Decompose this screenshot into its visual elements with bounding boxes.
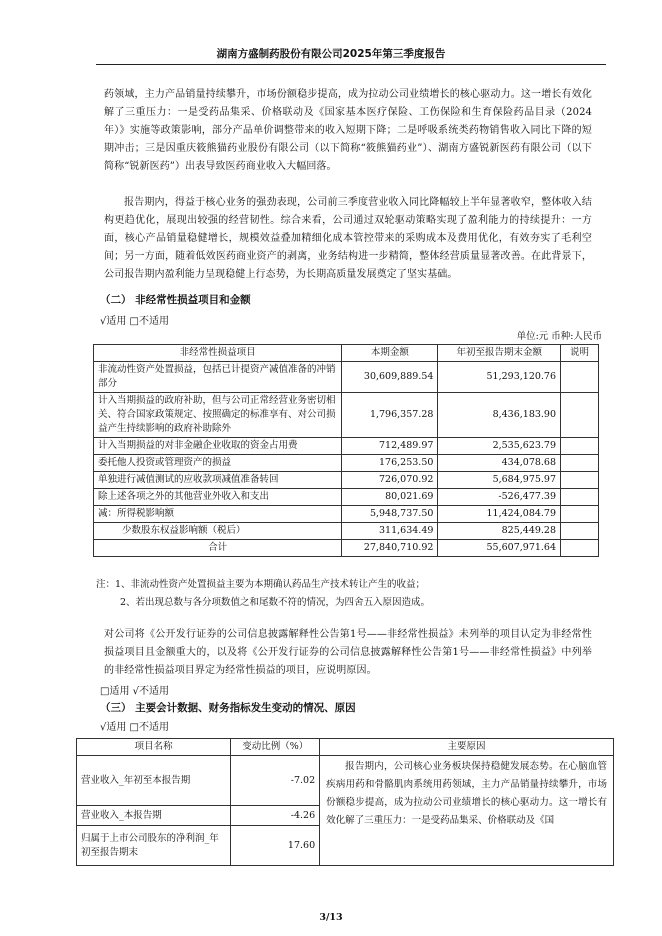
note-cell bbox=[561, 438, 599, 455]
currency-unit: 单位:元 币种:人民币 bbox=[516, 331, 602, 342]
section-heading-key-changes: （三） 主要会计数据、财务指标发生变动的情况、原因 bbox=[100, 702, 356, 714]
change-ratio-cell: -4.26 bbox=[231, 806, 320, 826]
explanation-paragraph: 对公司将《公开发行证券的公司信息披露解释性公告第1号——非经常性损益》未列举的项目认定为非经常性损益项目且金额重大的，以及将《公开发行证券的公司信息披露解释性公告第1号——非经常性损益》中列举的非经常性损益项目界定为经常性损益的项目，应说明原因。 bbox=[104, 629, 592, 676]
total-label-cell: 合计 bbox=[94, 540, 342, 557]
page-number: 3/13 bbox=[319, 912, 343, 923]
item-cell: 单独进行减值测试的应收款项减值准备转回 bbox=[94, 472, 342, 489]
table-row bbox=[94, 472, 599, 489]
current-amount-cell: 27,840,710.92 bbox=[342, 540, 438, 557]
ytd-amount-cell: -526,477.39 bbox=[438, 489, 561, 506]
column-header: 非经常性损益项目 bbox=[94, 345, 342, 362]
item-cell: 少数股东权益影响额（税后） bbox=[94, 523, 342, 540]
column-header: 变动比例（%） bbox=[231, 739, 320, 756]
note-cell bbox=[561, 455, 599, 472]
change-ratio-cell: 17.60 bbox=[231, 826, 320, 866]
table-note-2: 2、若出现总数与各分项数值之和尾数不符的情况，为四舍五入原因造成。 bbox=[120, 597, 431, 608]
table-row bbox=[77, 756, 614, 806]
item-cell: 非流动性资产处置损益，包括已计提资产减值准备的冲销部分 bbox=[94, 362, 342, 393]
performance-paragraph: 报告期内，得益于核心业务的强劲表现，公司前三季度营业收入同比降幅较上半年显著收窄，整体收入结构更趋优化，展现出较强的经营韧性。综合来看，公司通过双轮驱动策略实现了盈利能力的持续提升：一方面，核心产品销量稳健增长，规模效益叠加精细化成本管控带来的采购成本及费用优化，有效夯实了毛利空间；另一方面，随着低效医药商业资产的剥离，业务结构进一步精简，整体经营质量显著改善。在此背景下，公司报告期内盈利能力呈现稳健上行态势，为长期高质量发展奠定了坚实基础。 bbox=[104, 197, 592, 280]
ytd-amount-cell: 5,684,975.97 bbox=[438, 472, 561, 489]
table-row bbox=[94, 362, 599, 393]
table-row bbox=[94, 438, 599, 455]
change-ratio-cell: -7.02 bbox=[231, 756, 320, 806]
current-amount-cell: 311,634.49 bbox=[342, 523, 438, 540]
table-header-row bbox=[94, 345, 599, 362]
current-amount-cell: 30,609,889.54 bbox=[342, 362, 438, 393]
column-header: 项目名称 bbox=[77, 739, 231, 756]
item-cell: 除上述各项之外的其他营业外收入和支出 bbox=[94, 489, 342, 506]
note-cell bbox=[561, 523, 599, 540]
current-amount-cell: 5,948,737.50 bbox=[342, 506, 438, 523]
ytd-amount-cell: 11,424,084.79 bbox=[438, 506, 561, 523]
ytd-amount-cell: 434,078.68 bbox=[438, 455, 561, 472]
ytd-amount-cell: 2,535,623.79 bbox=[438, 438, 561, 455]
metric-name-cell: 归属于上市公司股东的净利润_年初至报告期末 bbox=[77, 826, 231, 866]
item-cell: 计入当期损益的对非金融企业收取的资金占用费 bbox=[94, 438, 342, 455]
table-row bbox=[94, 393, 599, 438]
note-cell bbox=[561, 393, 599, 438]
ytd-amount-cell: 825,449.28 bbox=[438, 523, 561, 540]
note-cell bbox=[561, 489, 599, 506]
intro-paragraph: 药领域，主力产品销量持续攀升，市场份额稳步提高，成为拉动公司业绩增长的核心驱动力。这一增长有效化解了三重压力：一是受药品集采、价格联动及《国家基本医疗保险、工伤保险和生育保险药品目录（2024年）》实施等政策影响，部分产品单价调整带来的收入短期下降；二是呼吸系统类药物销售收入同比下降的短期冲击；三是因重庆筱熊猫药业股份有限公司（以下简称“筱熊猫药业”）、湖南方盛锐新医药有限公司（以下简称“锐新医药”）出表导致医药商业收入大幅回落。 bbox=[104, 89, 592, 172]
current-amount-cell: 176,253.50 bbox=[342, 455, 438, 472]
item-cell: 减：所得税影响额 bbox=[94, 506, 342, 523]
key-changes-applicability-check: √适用 □不适用 bbox=[100, 722, 169, 733]
ytd-amount-cell: 55,607,971.64 bbox=[438, 540, 561, 557]
current-amount-cell: 712,489.97 bbox=[342, 438, 438, 455]
explanation-applicability-check: □适用 √不适用 bbox=[100, 686, 169, 697]
table-header-row bbox=[77, 739, 614, 756]
column-header: 年初至报告期末金额 bbox=[438, 345, 561, 362]
ytd-amount-cell: 51,293,120.76 bbox=[438, 362, 561, 393]
item-cell: 委托他人投资或管理资产的损益 bbox=[94, 455, 342, 472]
table-total-row bbox=[94, 540, 599, 557]
note-cell bbox=[561, 506, 599, 523]
metric-name-cell: 营业收入_本报告期 bbox=[77, 806, 231, 826]
note-cell bbox=[561, 472, 599, 489]
non-recurring-gains-table bbox=[93, 344, 599, 557]
table-row bbox=[94, 489, 599, 506]
main-reason-cell: 报告期内，公司核心业务板块保持稳健发展态势。在心脑血管疾病用药和骨骼肌肉系统用药领域，主力产品销量持续攀升，市场份额稳步提高，成为拉动公司业绩增长的核心驱动力。这一增长有效化解了三重压力：一是受药品集采、价格联动及《国 bbox=[320, 756, 614, 866]
section-heading-non-recurring: （二） 非经常性损益项目和金额 bbox=[100, 294, 251, 306]
current-amount-cell: 726,070.92 bbox=[342, 472, 438, 489]
note-cell bbox=[561, 362, 599, 393]
column-header: 本期金额 bbox=[342, 345, 438, 362]
applicability-check: √适用 □不适用 bbox=[100, 316, 169, 327]
metric-name-cell: 营业收入_年初至本报告期 bbox=[77, 756, 231, 806]
column-header: 主要原因 bbox=[320, 739, 614, 756]
header-divider bbox=[96, 64, 606, 65]
table-row bbox=[94, 455, 599, 472]
current-amount-cell: 80,021.69 bbox=[342, 489, 438, 506]
report-header-title: 湖南方盛制药股份有限公司2025年第三季度报告 bbox=[216, 48, 446, 60]
item-cell: 计入当期损益的政府补助，但与公司正常经营业务密切相关、符合国家政策规定、按照确定的标准享有、对公司损益产生持续影响的政府补助除外 bbox=[94, 393, 342, 438]
table-note-1: 注：1、非流动性资产处置损益主要为本期确认药品生产技术转让产生的收益； bbox=[96, 579, 426, 590]
note-cell bbox=[561, 540, 599, 557]
ytd-amount-cell: 8,436,183.90 bbox=[438, 393, 561, 438]
table-row bbox=[94, 523, 599, 540]
column-header: 说明 bbox=[561, 345, 599, 362]
current-amount-cell: 1,796,357.28 bbox=[342, 393, 438, 438]
table-row bbox=[94, 506, 599, 523]
key-changes-table bbox=[76, 738, 614, 866]
